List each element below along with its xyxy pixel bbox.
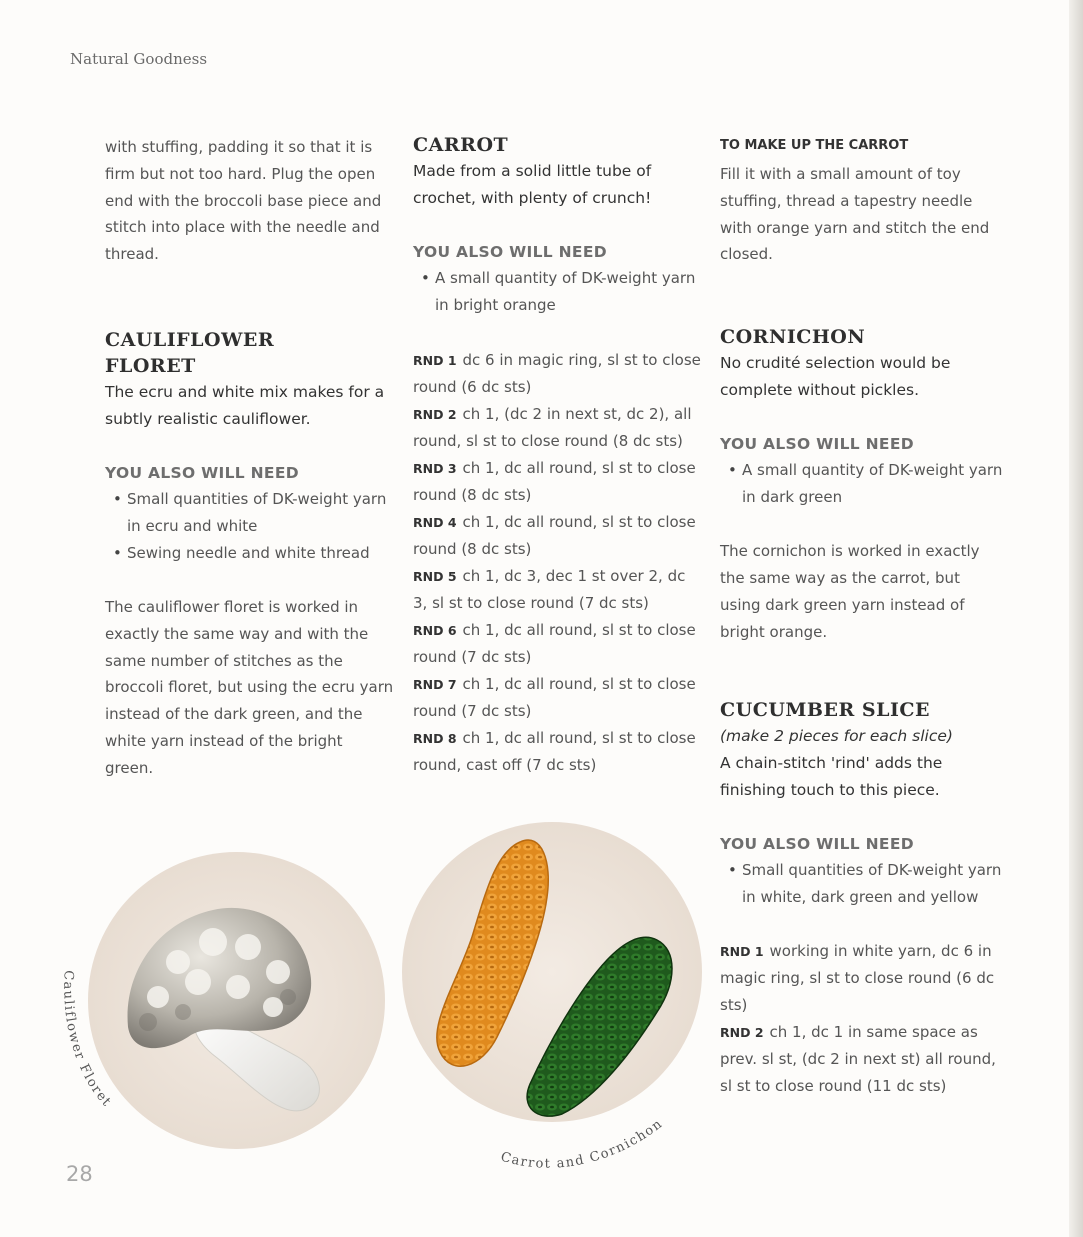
carrot-caption-svg [490,1105,690,1175]
cucumber-note: (make 2 pieces for each slice) [720,727,953,746]
column-left [105,134,395,782]
list-item: • A small quantity of DK-weight yarn in bright orange [413,265,703,319]
list-item: • Sewing needle and white thread [105,540,395,567]
carrot-need-heading: YOU ALSO WILL NEED [413,243,607,261]
round-row [413,563,703,617]
round-label: RND 6 [413,623,457,638]
round-text: ch 1, dc all round, sl st to close round, cast off (7 dc sts) [413,729,696,774]
cauliflower-intro: The ecru and white mix makes for a subtly realistic cauliflower. [105,382,385,428]
round-label: RND 1 [720,944,764,960]
carrot-need-list [413,265,703,319]
cauliflower-heading-line1: CAULIFLOWER [105,328,275,351]
cauliflower-photo [88,852,385,1149]
round-row [413,725,703,779]
round-row [413,455,703,509]
cauliflower-caption-svg [50,960,130,1130]
cornichon-intro: No crudité selection would be complete without pickles. [720,354,951,400]
round-row [413,671,703,725]
list-item: • Small quantities of DK-weight yarn in white, dark green and yellow [720,857,1005,911]
round-row [720,1019,1005,1100]
column-right [720,137,1005,1100]
round-label: RND 8 [413,731,457,746]
round-text: ch 1, dc 1 in same space as prev. sl st, (dc 2 in next st) all round, sl st to close round (11 dc sts) [720,1023,996,1096]
round-row [413,617,703,671]
cornichon-body: The cornichon is worked in exactly the same way as the carrot, but using dark green yarn instead of bright orange. [720,542,980,641]
round-text: ch 1, dc all round, sl st to close round (8 dc sts) [413,459,696,504]
running-head: Natural Goodness [70,50,208,68]
cucumber-heading: CUCUMBER SLICE [720,699,930,722]
round-label: RND 1 [413,353,457,368]
round-row [720,938,1005,1019]
cornichon-heading: CORNICHON [720,326,866,349]
column-middle [413,132,703,779]
cucumber-intro: A chain-stitch 'rind' adds the finishing touch to this piece. [720,754,943,800]
carrot-rounds [413,347,703,779]
page-edge-shadow [1069,0,1083,1237]
round-text: ch 1, dc all round, sl st to close round (7 dc sts) [413,675,696,720]
round-text: ch 1, dc 3, dec 1 st over 2, dc 3, sl st to close round (7 dc sts) [413,567,686,612]
cauliflower-caption-text: Cauliflower Floret [60,969,115,1111]
round-text: ch 1, (dc 2 in next st, dc 2), all round, sl st to close round (8 dc sts) [413,405,692,450]
cucumber-need-heading: YOU ALSO WILL NEED [720,835,914,854]
cauliflower-need-list [105,486,395,567]
cornichon-need-list [720,457,1005,511]
round-text: ch 1, dc all round, sl st to close round (7 dc sts) [413,621,696,666]
round-row [413,347,703,401]
round-label: RND 2 [413,407,457,422]
list-item: • Small quantities of DK-weight yarn in ecru and white [105,486,395,540]
continuation-text: with stuffing, padding it so that it is firm but not too hard. Plug the open end with the broccoli base piece and stitch into place with the needle and thread. [105,138,382,264]
round-row [413,401,703,455]
round-text: dc 6 in magic ring, sl st to close round (6 dc sts) [413,351,701,396]
makeup-body: Fill it with a small amount of toy stuffing, thread a tapestry needle with orange yarn and stitch the end closed. [720,165,990,264]
round-label: RND 4 [413,515,457,530]
carrot-cornichon-illustration [402,822,702,1122]
carrot-heading: CARROT [413,134,509,156]
carrot-caption [499,1116,666,1172]
round-label: RND 7 [413,677,457,692]
cornichon-need-heading: YOU ALSO WILL NEED [720,435,914,454]
cauliflower-body: The cauliflower floret is worked in exactly the same way and with the same number of stitches as the broccoli floret, but using the ecru yarn instead of the dark green, and the white yarn instead of the bright green. [105,597,394,777]
round-label: RND 3 [413,461,457,476]
cauliflower-heading [105,327,395,379]
page-number: 28 [66,1162,93,1186]
carrot-intro: Made from a solid little tube of crochet, with plenty of crunch! [413,162,652,207]
cauliflower-illustration [88,852,385,1149]
round-text: ch 1, dc all round, sl st to close round (8 dc sts) [413,513,696,558]
round-label: RND 2 [720,1025,764,1041]
round-label: RND 5 [413,569,457,584]
makeup-heading: TO MAKE UP THE CARROT [720,138,909,153]
round-row [413,509,703,563]
cauliflower-heading-line2: FLORET [105,354,196,377]
round-text: working in white yarn, dc 6 in magic ring, sl st to close round (6 dc sts) [720,942,995,1015]
cauliflower-need-heading: YOU ALSO WILL NEED [105,463,299,482]
carrot-cornichon-photo [402,822,702,1122]
cucumber-need-list [720,857,1005,911]
carrot-caption-text: Carrot and Cornichon [498,1116,666,1172]
cauliflower-caption [60,970,114,1111]
cucumber-rounds [720,938,1005,1100]
list-item: • A small quantity of DK-weight yarn in dark green [720,457,1005,511]
